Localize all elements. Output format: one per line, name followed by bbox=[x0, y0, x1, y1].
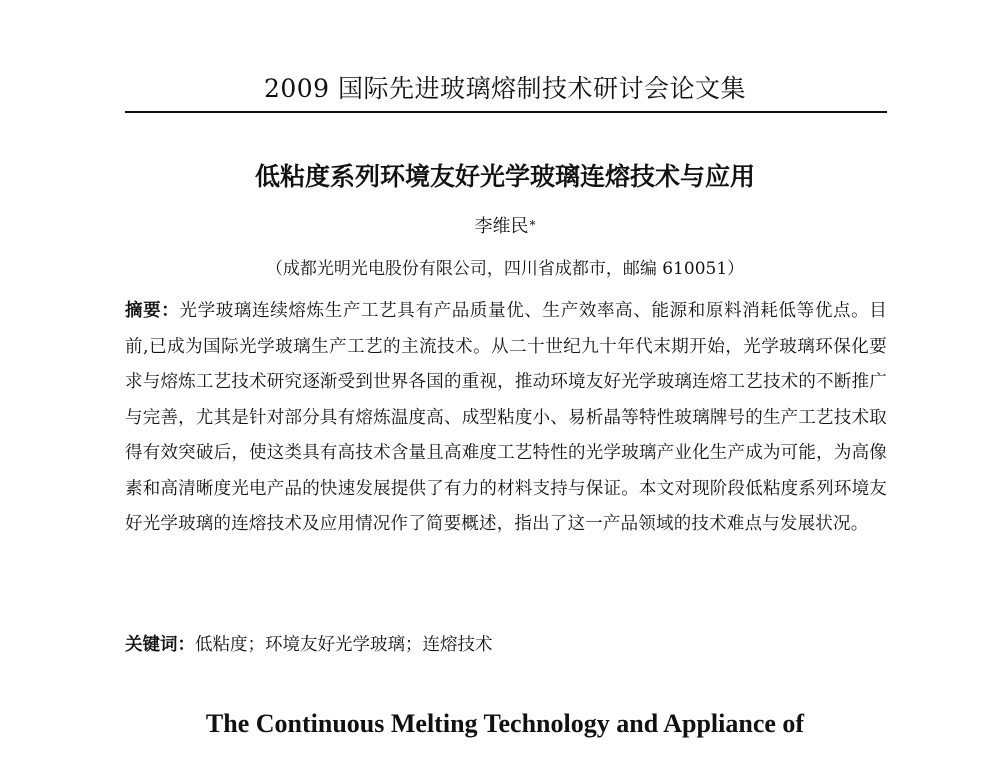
author-line bbox=[125, 214, 885, 240]
abstract bbox=[125, 294, 887, 543]
author-affiliation: （成都光明光电股份有限公司，四川省成都市，邮编 610051） bbox=[265, 259, 745, 279]
header-rule bbox=[125, 111, 887, 113]
author-footnote-mark: * bbox=[529, 218, 536, 232]
abstract-text: 光学玻璃连续熔炼生产工艺具有产品质量优、生产效率高、能源和原料消耗低等优点。目前,已成为国际光学玻璃生产工艺的主流技术。从二十世纪九十年代末期开始，光学玻璃环保化要求与熔炼工艺技术研究逐渐受到世界各国的重视，推动环境友好光学玻璃连熔工艺技术的不断推广与完善，尤其是针对部分具有熔炼温度高、成型粘度小、易析晶等特性玻璃牌号的生产工艺技术取得有效突破后，使这类具有高技术含量且高难度工艺特性的光学玻璃产业化生产成为可能，为高像素和高清晰度光电产品的快速发展提供了有力的材料支持与保证。本文对现阶段低粘度系列环境友好光学玻璃的连熔技术及应用情况作了简要概述，指出了这一产品领域的技术难点与发展状况。 bbox=[125, 301, 887, 534]
running-header: 2009 国际先进玻璃熔制技术研讨会论文集 bbox=[263, 74, 747, 103]
keywords-label: 关键词： bbox=[125, 635, 195, 655]
author-name: 李维民 bbox=[474, 216, 529, 237]
keywords-text: 低粘度；环境友好光学玻璃；连熔技术 bbox=[195, 635, 493, 655]
paper-title: 低粘度系列环境友好光学玻璃连熔技术与应用 bbox=[254, 162, 755, 191]
english-title: The Continuous Melting Technology and Appliance of bbox=[205, 709, 805, 738]
abstract-label: 摘要： bbox=[125, 301, 180, 321]
keywords bbox=[125, 630, 887, 660]
